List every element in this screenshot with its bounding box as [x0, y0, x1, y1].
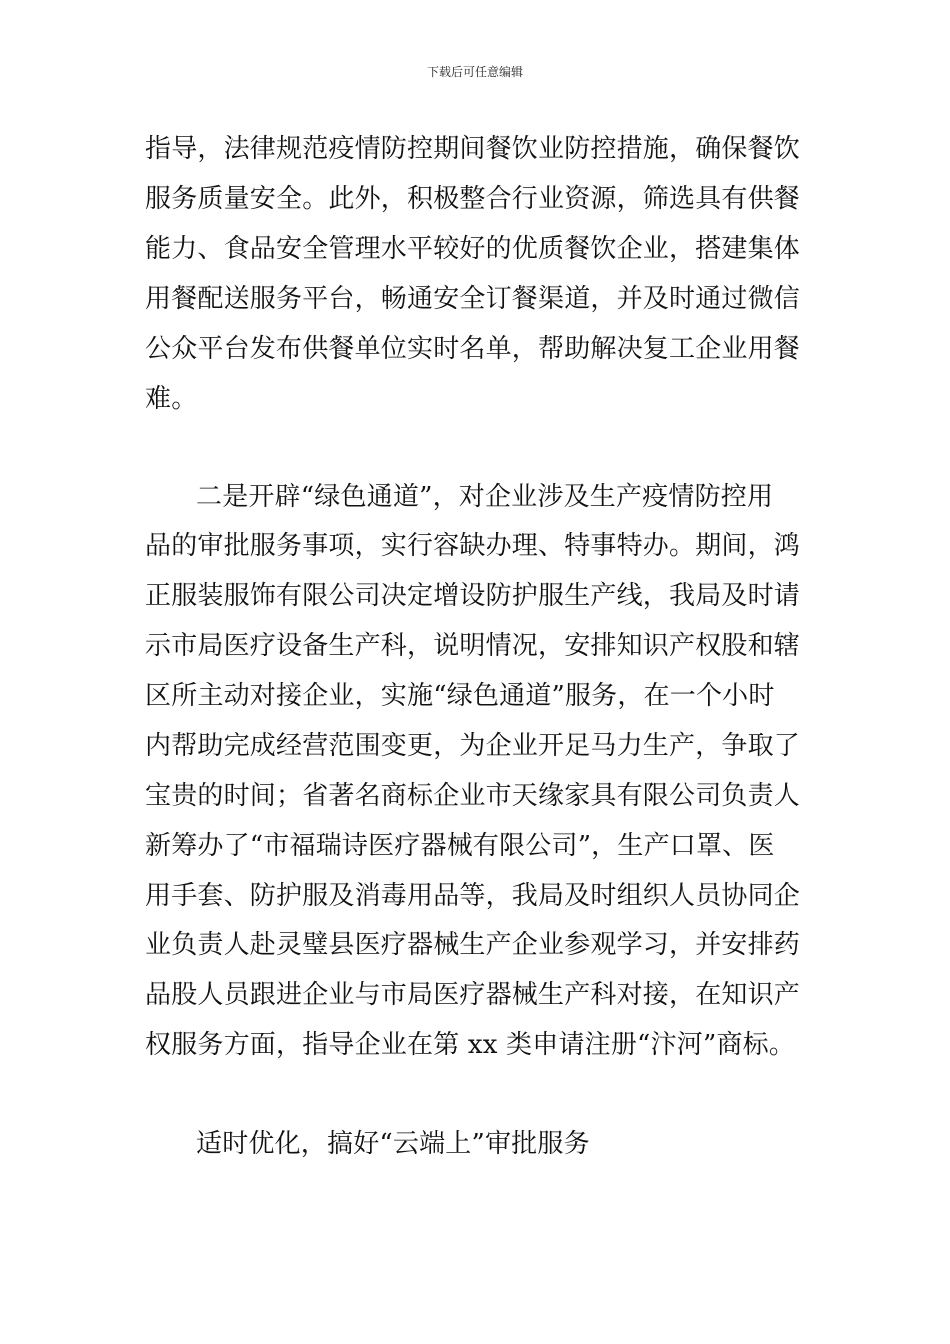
paragraph-line: 指导，法律规范疫情防控期间餐饮业防控措施，确保餐饮 [145, 134, 801, 164]
paragraph-line: 服务质量安全。此外，积极整合行业资源，筛选具有供餐 [145, 184, 801, 214]
section-heading: 适时优化，搞好“云端上”审批服务 [196, 1129, 590, 1159]
page-header-note: 下载后可任意编辑 [426, 65, 523, 79]
paragraph-line: 权服务方面，指导企业在第 xx 类申请注册“汴河”商标。 [145, 1030, 796, 1060]
paragraph-line: 品股人员跟进企业与市局医疗器械生产科对接，在知识产 [145, 980, 801, 1010]
paragraph-line: 二是开辟“绿色通道”，对企业涉及生产疫情防控用 [196, 482, 774, 512]
paragraph-line: 正服装服饰有限公司决定增设防护服生产线，我局及时请 [145, 581, 801, 611]
paragraph-line: 用手套、防护服及消毒用品等，我局及时组织人员协同企 [145, 881, 801, 911]
paragraph-line: 新筹办了“市福瑞诗医疗器械有限公司”，生产口罩、医 [145, 831, 775, 861]
paragraph-line: 业负责人赴灵璧县医疗器械生产企业参观学习，并安排药 [145, 930, 801, 960]
paragraph-line: 品的审批服务事项，实行容缺办理、特事特办。期间，鸿 [145, 531, 801, 561]
paragraph-line: 用餐配送服务平台，畅通安全订餐渠道，并及时通过微信 [145, 284, 801, 314]
paragraph-line: 宝贵的时间；省著名商标企业市天缘家具有限公司负责人 [145, 781, 801, 811]
paragraph-line: 区所主动对接企业，实施“绿色通道”服务，在一个小时 [145, 681, 775, 711]
paragraph-line: 内帮助完成经营范围变更，为企业开足马力生产，争取了 [145, 731, 801, 761]
paragraph-line: 能力、食品安全管理水平较好的优质餐饮企业，搭建集体 [145, 234, 801, 264]
paragraph-line: 难。 [145, 384, 198, 414]
paragraph-line: 示市局医疗设备生产科，说明情况，安排知识产权股和辖 [145, 631, 801, 661]
paragraph-line: 公众平台发布供餐单位实时名单，帮助解决复工企业用餐 [145, 334, 801, 364]
